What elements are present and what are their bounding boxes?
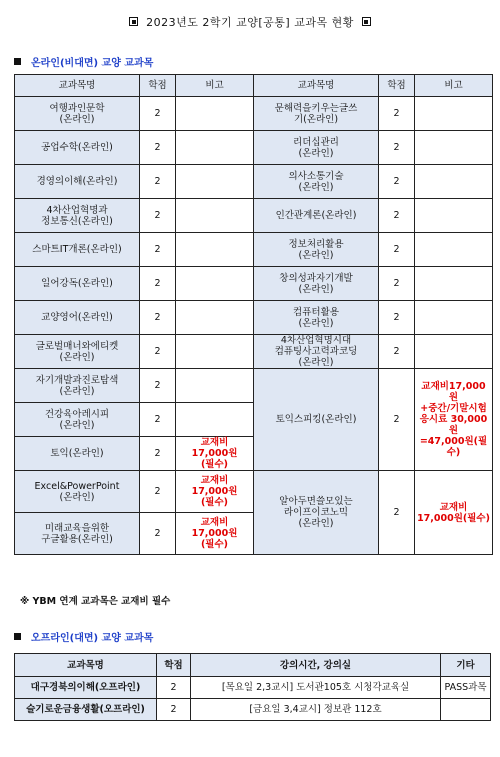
header-credit: 학점 <box>157 654 191 677</box>
course-note <box>176 165 254 199</box>
course-note: 교재비 17,000원 (필수) <box>176 437 254 471</box>
course-name: 토익스피킹(온라인) <box>254 369 379 471</box>
header-subject: 교과목명 <box>15 654 157 677</box>
course-credit: 2 <box>157 677 191 699</box>
course-note <box>415 335 493 369</box>
course-name: 리더십관리 (온라인) <box>254 131 379 165</box>
course-name: 교양영어(온라인) <box>15 301 140 335</box>
course-note <box>415 199 493 233</box>
course-credit: 2 <box>379 301 415 335</box>
course-note <box>176 301 254 335</box>
course-credit: 2 <box>379 267 415 301</box>
online-section-heading: 온라인(비대면) 교양 교과목 <box>14 54 153 69</box>
header-subject: 교과목명 <box>15 75 140 97</box>
course-name: 토익(온라인) <box>15 437 140 471</box>
course-note <box>415 267 493 301</box>
course-credit: 2 <box>157 699 191 721</box>
header-note: 비고 <box>176 75 254 97</box>
course-credit: 2 <box>140 369 176 403</box>
header-note: 비고 <box>415 75 493 97</box>
course-credit: 2 <box>140 301 176 335</box>
course-name: 문해력을키우는글쓰 기(온라인) <box>254 97 379 131</box>
header-credit: 학점 <box>140 75 176 97</box>
course-name: 공업수학(온라인) <box>15 131 140 165</box>
course-note <box>415 301 493 335</box>
table-header-row <box>15 75 493 97</box>
course-time-room: [목요일 2,3교시] 도서관105호 시청각교육실 <box>191 677 441 699</box>
course-credit: 2 <box>379 471 415 555</box>
course-note <box>176 233 254 267</box>
course-note <box>176 97 254 131</box>
table-row <box>15 471 493 513</box>
course-note: 교재비17,000원 +중간/기말시험 응시료 30,000원 =47,000원(필수) <box>415 369 493 471</box>
course-name: 의사소통기술 (온라인) <box>254 165 379 199</box>
course-credit: 2 <box>140 471 176 513</box>
course-time-room: [금요일 3,4교시] 정보관 112호 <box>191 699 441 721</box>
course-note <box>176 267 254 301</box>
course-name: 일어강독(온라인) <box>15 267 140 301</box>
course-name: 컴퓨터활용 (온라인) <box>254 301 379 335</box>
course-credit: 2 <box>140 165 176 199</box>
course-note <box>415 97 493 131</box>
course-credit: 2 <box>379 335 415 369</box>
course-credit: 2 <box>140 335 176 369</box>
header-subject: 교과목명 <box>254 75 379 97</box>
course-note: 교재비 17,000원 (필수) <box>176 513 254 555</box>
course-name: 창의성과자기개발 (온라인) <box>254 267 379 301</box>
online-course-table <box>14 74 493 555</box>
course-credit: 2 <box>140 97 176 131</box>
course-name: 4차산업혁명과 정보통신(온라인) <box>15 199 140 233</box>
header-etc: 기타 <box>441 654 491 677</box>
square-icon-right <box>362 17 371 26</box>
course-name: 여행과인문학 (온라인) <box>15 97 140 131</box>
course-etc <box>441 699 491 721</box>
course-note <box>176 369 254 403</box>
course-name: 대구경북의이해(오프라인) <box>15 677 157 699</box>
course-credit: 2 <box>379 131 415 165</box>
course-note <box>176 131 254 165</box>
course-name: 슬기로운금융생활(오프라인) <box>15 699 157 721</box>
bullet-square-icon <box>14 633 21 640</box>
course-credit: 2 <box>379 97 415 131</box>
course-credit: 2 <box>140 199 176 233</box>
page-title-text: 2023년도 2학기 교양[공통] 교과목 현황 <box>146 16 354 29</box>
course-name: 자기개발과진로탐색 (온라인) <box>15 369 140 403</box>
square-icon-left <box>129 17 138 26</box>
course-name: 미래교육을위한 구글활용(온라인) <box>15 513 140 555</box>
table-row <box>15 677 491 699</box>
course-note: 교재비 17,000원(필수) <box>415 471 493 555</box>
footnote: ※ YBM 연계 교과목은 교재비 필수 <box>20 596 171 607</box>
course-credit: 2 <box>140 131 176 165</box>
course-note <box>415 165 493 199</box>
course-credit: 2 <box>379 165 415 199</box>
header-credit: 학점 <box>379 75 415 97</box>
course-credit: 2 <box>379 199 415 233</box>
course-name: 인간관계론(온라인) <box>254 199 379 233</box>
course-credit: 2 <box>379 233 415 267</box>
table-row <box>15 97 493 131</box>
course-note <box>176 199 254 233</box>
course-etc: PASS과목 <box>441 677 491 699</box>
table-row <box>15 699 491 721</box>
offline-section-heading: 오프라인(대면) 교양 교과목 <box>14 629 153 644</box>
course-credit: 2 <box>140 233 176 267</box>
table-row <box>15 233 493 267</box>
offline-course-table <box>14 653 491 721</box>
table-row <box>15 335 493 369</box>
course-note <box>415 233 493 267</box>
table-row <box>15 199 493 233</box>
table-row <box>15 131 493 165</box>
course-note <box>415 131 493 165</box>
course-name: Excel&PowerPoint (온라인) <box>15 471 140 513</box>
course-credit: 2 <box>379 369 415 471</box>
course-note: 교재비 17,000원 (필수) <box>176 471 254 513</box>
course-credit: 2 <box>140 403 176 437</box>
course-credit: 2 <box>140 513 176 555</box>
course-name: 알아두면쓸모있는 라이프이코노믹 (온라인) <box>254 471 379 555</box>
course-credit: 2 <box>140 267 176 301</box>
bullet-square-icon <box>14 58 21 65</box>
course-name: 4차산업혁명시대 컴퓨팅사고력과코딩 (온라인) <box>254 335 379 369</box>
header-time-room: 강의시간, 강의실 <box>191 654 441 677</box>
course-name: 경영의이해(온라인) <box>15 165 140 199</box>
table-row <box>15 267 493 301</box>
table-header-row <box>15 654 491 677</box>
course-name: 건강육아레시피 (온라인) <box>15 403 140 437</box>
table-row <box>15 165 493 199</box>
course-credit: 2 <box>140 437 176 471</box>
course-name: 정보처리활용 (온라인) <box>254 233 379 267</box>
page-title <box>0 14 500 30</box>
course-note <box>176 335 254 369</box>
course-name: 글로벌매너와에티켓 (온라인) <box>15 335 140 369</box>
table-row <box>15 301 493 335</box>
table-row <box>15 369 493 403</box>
course-name: 스마트IT개론(온라인) <box>15 233 140 267</box>
course-note <box>176 403 254 437</box>
